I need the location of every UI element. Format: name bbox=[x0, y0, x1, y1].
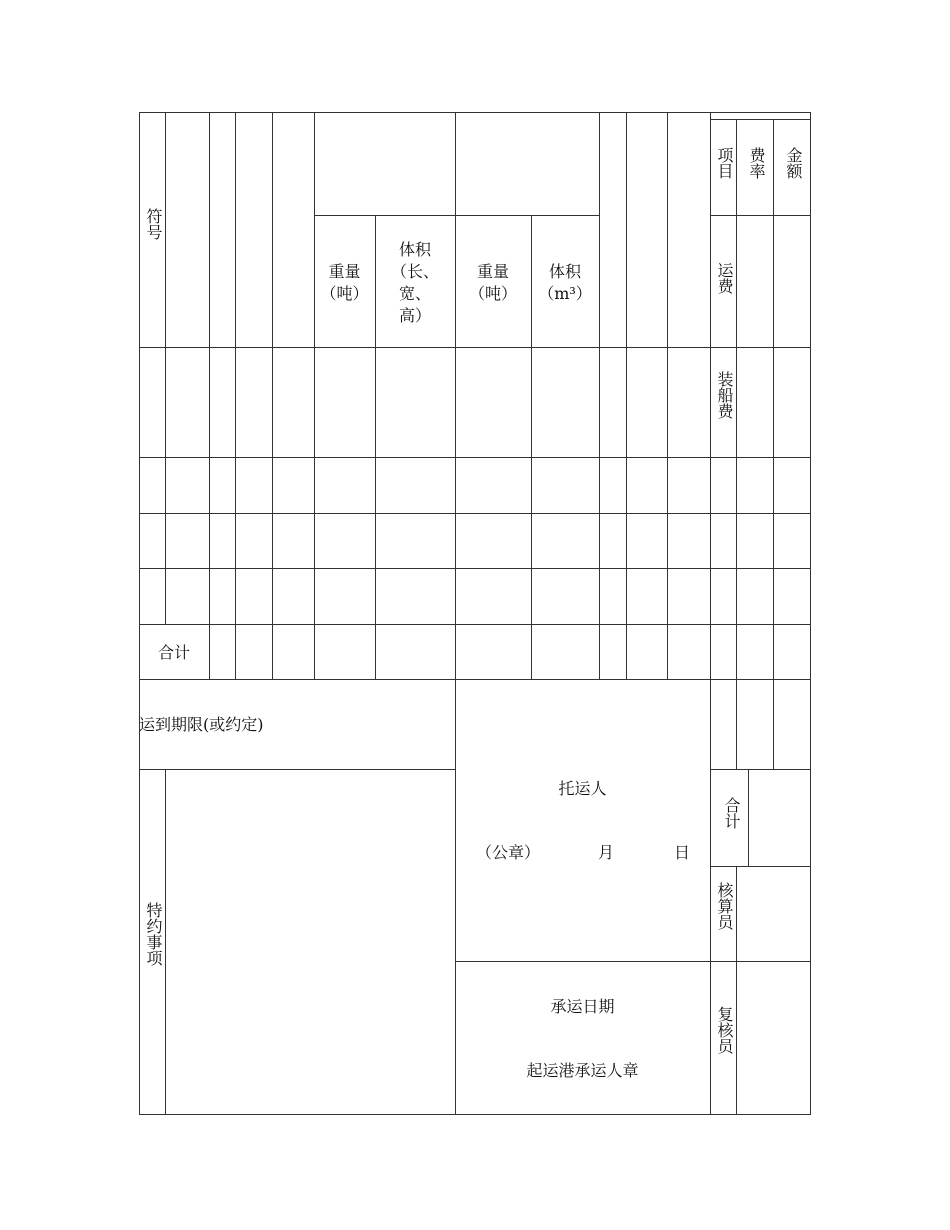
grid-line bbox=[773, 119, 774, 770]
grid-line bbox=[165, 112, 166, 625]
grid-line bbox=[667, 112, 668, 680]
accountant-label: 核算员 bbox=[715, 882, 734, 930]
grid-line bbox=[626, 112, 627, 680]
grid-line bbox=[139, 112, 140, 1115]
grid-line bbox=[710, 769, 811, 770]
fee-item-header: 项目 bbox=[715, 147, 734, 179]
carriage-date-label: 承运日期 bbox=[550, 997, 615, 1016]
fee-rate-header: 费率 bbox=[747, 147, 766, 179]
grid-line bbox=[736, 866, 737, 1115]
carrier-seal-label: 起运港承运人章 bbox=[526, 1061, 639, 1080]
weight-header-2: 重量 （吨） bbox=[468, 262, 517, 303]
grid-line bbox=[455, 961, 811, 962]
grid-line bbox=[272, 112, 273, 680]
symbol-header: 符号 bbox=[144, 208, 163, 240]
volume-header-2: 体积 （m³） bbox=[538, 262, 592, 303]
loading-fee-label: 装船费 bbox=[715, 371, 734, 419]
fee-total-label: 合计 bbox=[722, 797, 741, 829]
delivery-term-label: 运到期限(或约定) bbox=[139, 715, 264, 734]
day-label: 日 bbox=[674, 843, 691, 862]
volume-header-1: 体积 （长、 宽、 高） bbox=[390, 240, 439, 325]
seal-label: （公章） bbox=[476, 843, 541, 862]
fee-amount-header: 金额 bbox=[784, 147, 803, 179]
weight-header-1: 重量 （吨） bbox=[320, 262, 369, 303]
reviewer-label: 复核员 bbox=[715, 1006, 734, 1054]
grid-line bbox=[710, 866, 811, 867]
grid-line bbox=[748, 769, 749, 867]
grid-line bbox=[165, 769, 166, 1115]
grid-line bbox=[235, 112, 236, 680]
shipper-label: 托运人 bbox=[558, 779, 607, 798]
rows-total-label: 合计 bbox=[157, 643, 190, 662]
grid-line bbox=[314, 215, 600, 216]
grid-line bbox=[314, 112, 315, 680]
grid-line bbox=[139, 769, 456, 770]
grid-line bbox=[736, 119, 737, 770]
freight-label: 运费 bbox=[715, 262, 734, 294]
special-terms-label: 特约事项 bbox=[144, 902, 163, 966]
grid-line bbox=[599, 112, 600, 680]
grid-line bbox=[710, 112, 711, 1115]
grid-line bbox=[810, 112, 811, 1115]
grid-line bbox=[209, 112, 210, 680]
month-label: 月 bbox=[598, 843, 615, 862]
grid-line bbox=[710, 119, 811, 120]
grid-line bbox=[710, 215, 811, 216]
